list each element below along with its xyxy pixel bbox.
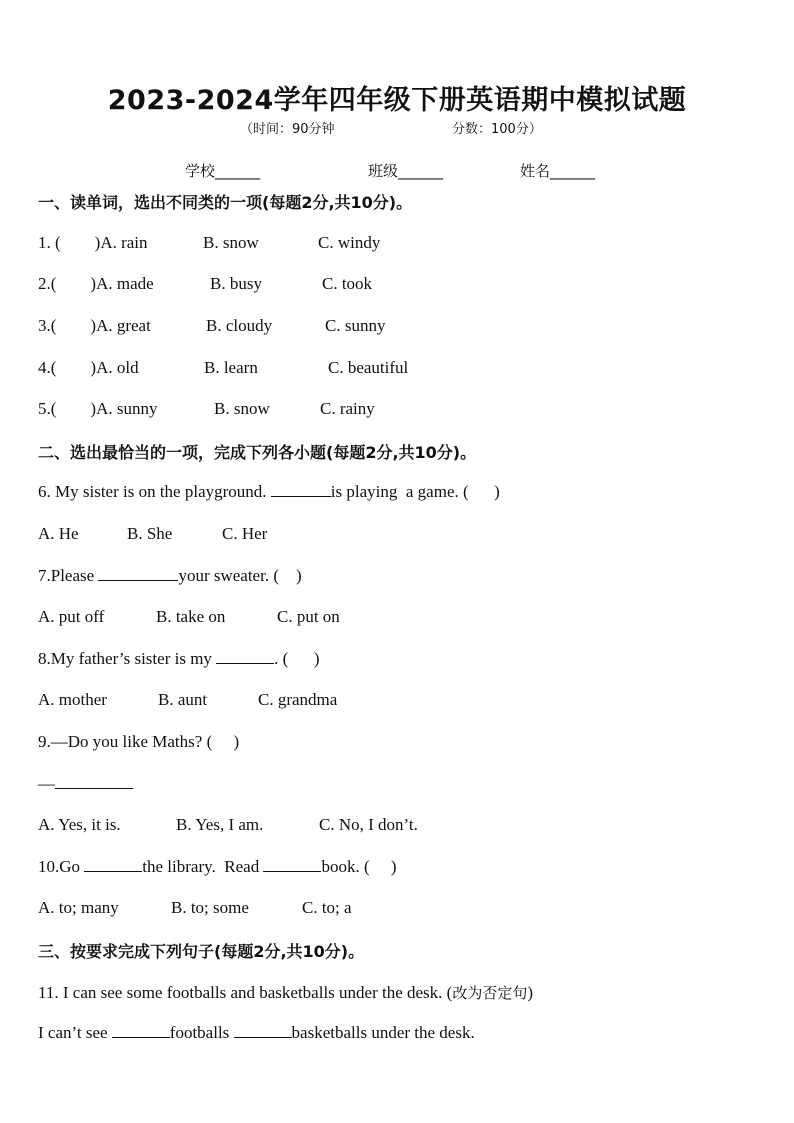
q11-text-a: 11. I can see some footballs and basketballs under the desk. ( [38,983,453,1002]
q11-instruction: 改为否定句 [452,984,528,1002]
page-title: 2023-2024学年四年级下册英语期中模拟试题 [107,85,687,116]
q5-a: 5.( )A. sunny [38,399,158,418]
q3-b: B. cloudy [206,316,273,335]
total-score: 分数：100分） [452,122,542,137]
q8-opt-c: C. grandma [258,690,338,709]
q9-blank[interactable] [55,774,133,789]
name-label: 姓名 [520,162,551,180]
time-limit: （时间：90分钟 [240,122,335,137]
q11-ans-a: I can’t see [38,1023,112,1042]
q10-opt-c: C. to; a [302,898,352,917]
q1-b: B. snow [203,233,259,252]
section-1-heading: 一、读单词，选出不同类的一项(每题2分,共10分)。 [38,193,413,212]
q10-text-a: 10.Go [38,857,85,876]
q11-ans-c: basketballs under the desk. [291,1023,475,1042]
q8-text-a: 8.My father’s sister is my [38,649,217,668]
section-3-heading: 三、按要求完成下列句子(每题2分,共10分)。 [38,942,365,961]
q10-blank-2[interactable] [263,857,321,872]
q7-opt-a: A. put off [38,607,105,626]
q3-c: C. sunny [325,316,386,335]
class-field[interactable] [368,160,443,181]
q8-opt-b: B. aunt [158,690,208,709]
q10-text-c: book. ( ) [321,857,397,876]
class-blank: ______ [398,162,444,180]
q1-c: C. windy [318,233,381,252]
school-label: 学校 [185,162,216,180]
q8-text-b: . ( ) [274,649,320,668]
school-field[interactable] [185,160,260,181]
q1-a: 1. ( )A. rain [38,233,148,252]
q8-stem [38,649,320,669]
q8-opt-a: A. mother [38,690,107,709]
q3-a: 3.( )A. great [38,316,151,335]
q9-opt-c: C. No, I don’t. [319,815,418,834]
q7-opt-b: B. take on [156,607,226,626]
q5-b: B. snow [214,399,270,418]
class-label: 班级 [368,162,399,180]
q10-opt-a: A. to; many [38,898,119,917]
q11-blank-1[interactable] [112,1023,170,1038]
q4-c: C. beautiful [328,358,409,377]
q9-answer-line [38,774,133,794]
q10-text-b: the library. Read [142,857,264,876]
q5-c: C. rainy [320,399,375,418]
q9-dash: — [38,774,55,793]
q9-opt-b: B. Yes, I am. [176,815,264,834]
q6-stem [38,482,500,502]
q6-blank[interactable] [271,482,331,497]
q7-blank[interactable] [98,566,178,581]
q7-text-b: your sweater. ( ) [178,566,302,585]
q6-opt-a: A. He [38,524,79,543]
q10-opt-b: B. to; some [171,898,249,917]
q4-a: 4.( )A. old [38,358,139,377]
q2-b: B. busy [210,274,262,293]
q4-b: B. learn [204,358,258,377]
q6-opt-c: C. Her [222,524,268,543]
name-field[interactable] [520,160,595,181]
q6-text-b: is playing a game. ( ) [330,482,500,501]
q2-a: 2.( )A. made [38,274,154,293]
q6-opt-b: B. She [127,524,173,543]
q7-stem [38,566,302,586]
section-2-heading: 二、选出最恰当的一项，完成下列各小题(每题2分,共10分)。 [38,443,477,462]
q7-text-a: 7.Please [38,566,99,585]
q11-answer [38,1023,475,1043]
name-blank: ______ [550,162,596,180]
q9-stem: 9.—Do you like Maths? ( ) [38,732,240,751]
q8-blank[interactable] [216,649,274,664]
q6-text-a: 6. My sister is on the playground. [38,482,271,501]
school-blank: ______ [215,162,261,180]
q10-blank-1[interactable] [84,857,142,872]
q2-c: C. took [322,274,373,293]
q9-opt-a: A. Yes, it is. [38,815,121,834]
q11-blank-2[interactable] [234,1023,292,1038]
q7-opt-c: C. put on [277,607,340,626]
q11-ans-b: footballs [169,1023,234,1042]
q11-stem [38,982,533,1003]
q10-stem [38,857,397,877]
q11-text-b: ) [527,983,534,1002]
